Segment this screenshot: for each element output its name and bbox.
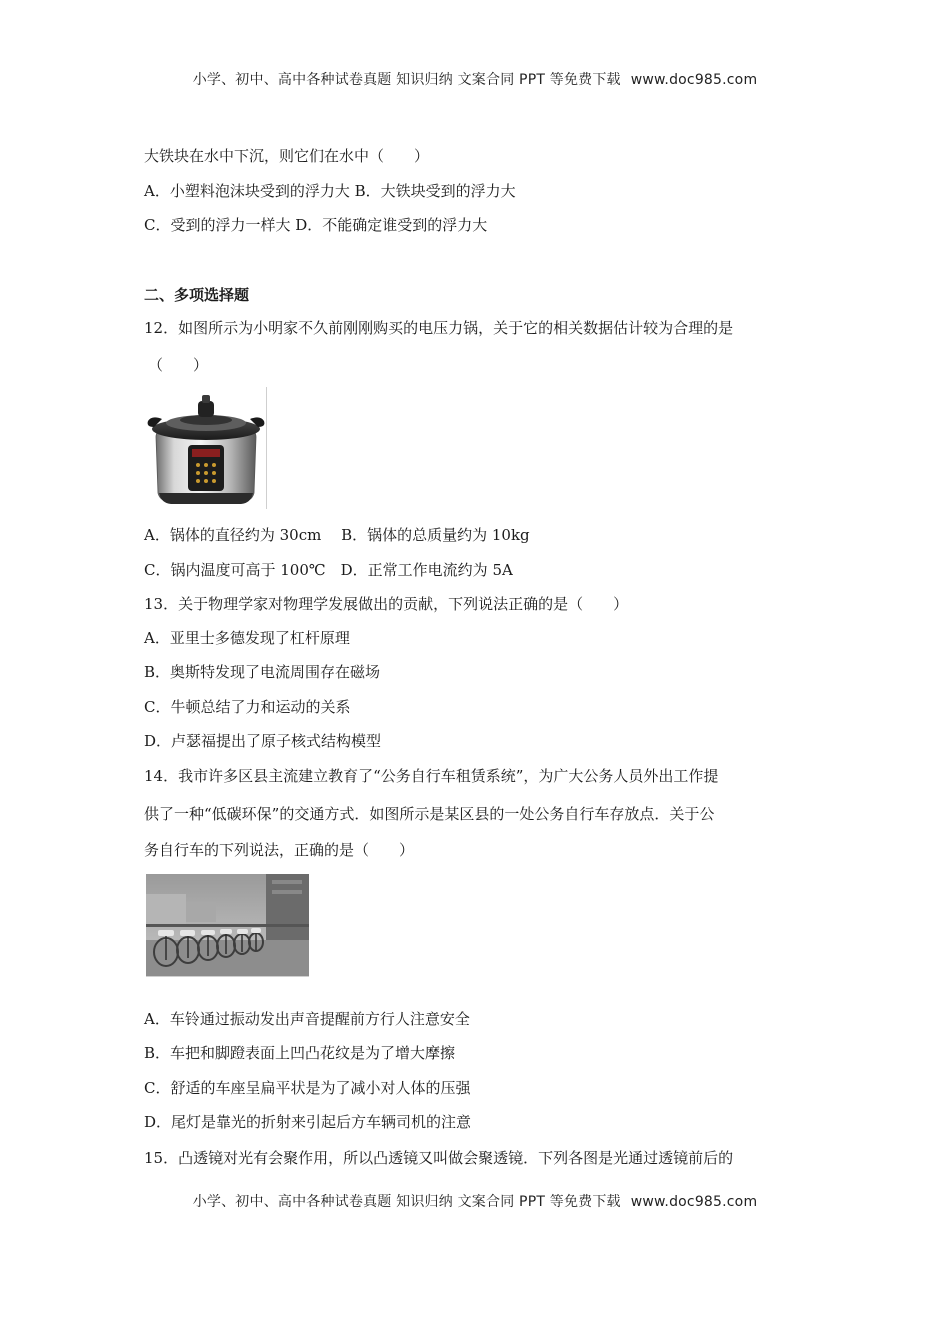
q14-option-b: B．车把和脚蹬表面上凹凸花纹是为了增大摩擦 [144, 1044, 456, 1062]
bicycle-rack-photo [146, 874, 309, 977]
footer-url[interactable]: www.doc985.com [630, 1194, 758, 1210]
q11-options-ab: A．小塑料泡沫块受到的浮力大 B．大铁块受到的浮力大 [144, 182, 516, 200]
q14-option-a: A．车铃通过振动发出声音提醒前方行人注意安全 [144, 1010, 470, 1028]
header-url[interactable]: www.doc985.com [630, 72, 758, 88]
q14-stem-line2: 供了一种“低碳环保”的交通方式．如图所示是某区县的一处公务自行车存放点．关于公 [144, 805, 715, 823]
section-heading: 二、多项选择题 [144, 286, 250, 304]
q13-option-b: B．奥斯特发现了电流周围存在磁场 [144, 663, 381, 681]
q14-stem-line3: 务自行车的下列说法，正确的是（ ） [144, 841, 415, 859]
q13-option-d: D．卢瑟福提出了原子核式结构模型 [144, 732, 382, 750]
q14-stem-line1: 14．我市许多区县主流建立教育了“公务自行车租赁系统”，为广大公务人员外出工作提 [144, 767, 719, 785]
q11-stem-tail: 大铁块在水中下沉，则它们在水中（ ） [144, 147, 430, 165]
page-header [0, 69, 950, 89]
header-text: 小学、初中、高中各种试卷真题 知识归纳 文案合同 PPT 等免费下载 [192, 72, 621, 88]
footer-text: 小学、初中、高中各种试卷真题 知识归纳 文案合同 PPT 等免费下载 [192, 1194, 621, 1210]
pressure-cooker-image [146, 387, 267, 509]
q14-option-d: D．尾灯是靠光的折射来引起后方车辆司机的注意 [144, 1113, 472, 1131]
q13-stem: 13．关于物理学家对物理学发展做出的贡献，下列说法正确的是（ ） [144, 595, 629, 613]
q11-options-cd: C．受到的浮力一样大 D．不能确定谁受到的浮力大 [144, 216, 488, 234]
q13-option-a: A．亚里士多德发现了杠杆原理 [144, 629, 350, 647]
page-footer [0, 1191, 950, 1211]
q14-option-c: C．舒适的车座呈扁平状是为了减小对人体的压强 [144, 1079, 471, 1097]
q12-paren: （ ） [148, 356, 209, 374]
q12-options-ab: A．锅体的直径约为 30cm B．锅体的总质量约为 10kg [144, 526, 530, 544]
q13-option-c: C．牛顿总结了力和运动的关系 [144, 698, 351, 716]
q15-stem-line1: 15．凸透镜对光有会聚作用，所以凸透镜又叫做会聚透镜．下列各图是光通过透镜前后的 [144, 1149, 734, 1167]
q12-options-cd: C．锅内温度可高于 100℃ D．正常工作电流约为 5A [144, 561, 513, 579]
q12-stem: 12．如图所示为小明家不久前刚刚购买的电压力锅，关于它的相关数据估计较为合理的是 [144, 319, 734, 337]
